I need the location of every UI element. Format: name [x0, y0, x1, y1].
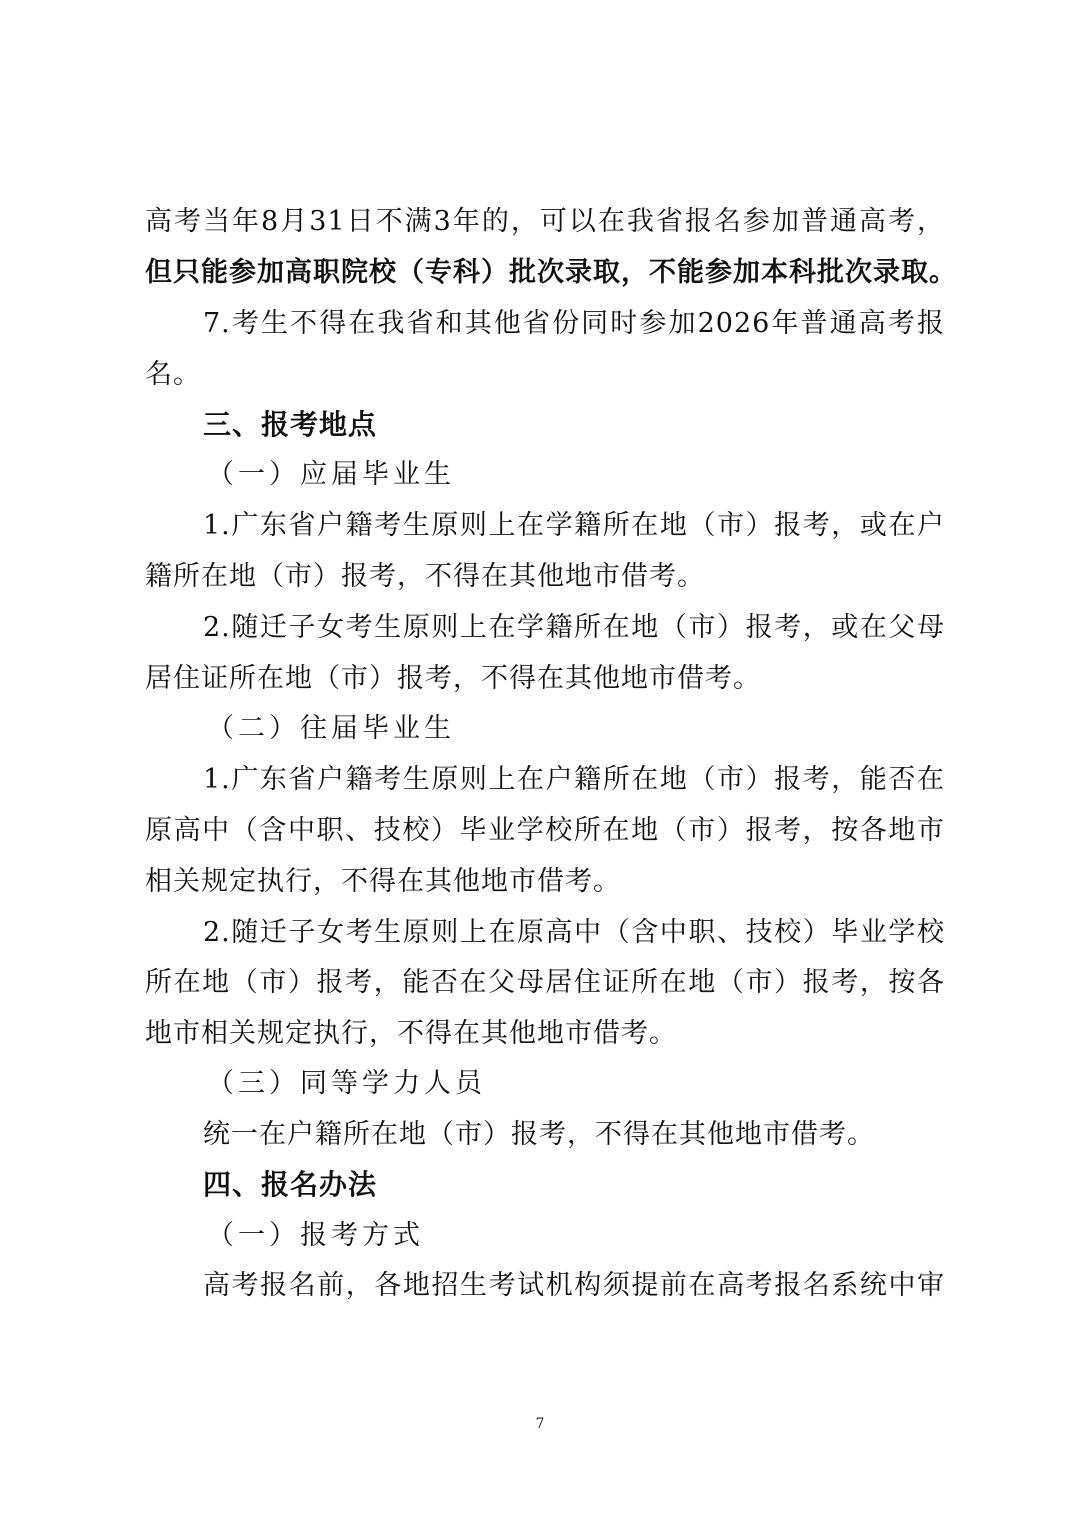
page-number: 7 [535, 1416, 545, 1432]
paragraph-line: 名。 [145, 359, 201, 390]
paragraph-line: 相关规定执行，不得在其他地市借考。 [145, 866, 621, 897]
paragraph-line: 籍所在地（市）报考，不得在其他地市借考。 [145, 561, 705, 592]
paragraph-line: 1.广东省户籍考生原则上在学籍所在地（市）报考，或在户 [203, 510, 945, 541]
paragraph-line: 高考当年8月31日不满3年的，可以在我省报名参加普通高考， [145, 206, 945, 237]
paragraph-line: 高考报名前，各地招生考试机构须提前在高考报名系统中审 [203, 1270, 945, 1301]
paragraph-line: 7.考生不得在我省和其他省份同时参加2026年普通高考报 [203, 308, 945, 339]
paragraph-line: 所在地（市）报考，能否在父母居住证所在地（市）报考，按各 [145, 967, 945, 998]
paragraph-line: 2.随迁子女考生原则上在学籍所在地（市）报考，或在父母 [203, 612, 945, 643]
subsection-heading: （一）报考方式 [207, 1220, 424, 1251]
section-heading: 四、报名办法 [203, 1168, 378, 1201]
subsection-heading: （三）同等学力人员 [207, 1068, 486, 1099]
paragraph-line: 2.随迁子女考生原则上在原高中（含中职、技校）毕业学校 [203, 917, 945, 948]
paragraph-line: 地市相关规定执行，不得在其他地市借考。 [145, 1018, 677, 1049]
paragraph-line: 1.广东省户籍考生原则上在户籍所在地（市）报考，能否在 [203, 764, 945, 795]
paragraph-line: 原高中（含中职、技校）毕业学校所在地（市）报考，按各地市 [145, 815, 945, 846]
paragraph-line: 统一在户籍所在地（市）报考，不得在其他地市借考。 [203, 1119, 875, 1150]
bold-paragraph-line: 但只能参加高职院校（专科）批次录取，不能参加本科批次录取。 [145, 257, 957, 288]
paragraph-line: 居住证所在地（市）报考，不得在其他地市借考。 [145, 663, 761, 694]
subsection-heading: （二）往届毕业生 [207, 713, 455, 744]
section-heading: 三、报考地点 [203, 408, 378, 441]
subsection-heading: （一）应届毕业生 [207, 459, 455, 490]
